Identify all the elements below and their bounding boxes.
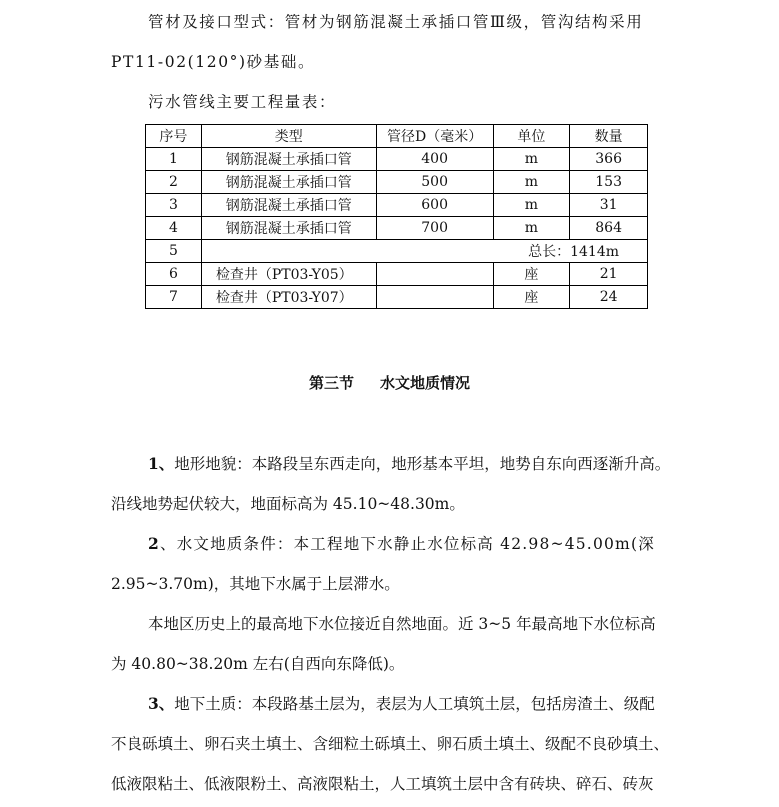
table-row (146, 217, 648, 240)
section-title: 水文地质情况 (380, 374, 471, 392)
paragraph-2-line-1: 2、水文地质条件：本工程地下水静止水位标高 42.98~45.00m(深 (148, 534, 655, 553)
cell-no: 3 (146, 194, 202, 217)
cell-no: 1 (146, 148, 202, 171)
table-total-row (146, 240, 648, 263)
cell-diameter: 600 (376, 194, 493, 217)
paragraph-4-line-3: 低液限粘土、低液限粉土、高液限粘土，人工填筑土层中含有砖块、碎石、砖灰 (111, 775, 654, 793)
cell-unit: m (493, 217, 570, 240)
cell-quantity: 153 (570, 171, 648, 194)
cell-no: 7 (146, 286, 202, 309)
table-row (146, 148, 648, 171)
cell-diameter: 700 (376, 217, 493, 240)
section-heading (0, 372, 779, 393)
paragraph-3-line-1: 本地区历史上的最高地下水位接近自然地面。近 3~5 年最高地下水位标高 (148, 615, 656, 633)
cell-unit: m (493, 148, 570, 171)
intro-line-2: PT11-02(120°)砂基础。 (111, 53, 316, 71)
cell-diameter: 400 (376, 148, 493, 171)
cell-quantity: 24 (570, 286, 648, 309)
table-row (146, 263, 648, 286)
table-header-row (146, 125, 648, 148)
cell-type: 钢筋混凝土承插口管 (201, 217, 376, 240)
body-text (111, 444, 671, 804)
cell-quantity: 31 (570, 194, 648, 217)
cell-unit: m (493, 171, 570, 194)
cell-unit: m (493, 194, 570, 217)
cell-type: 检查井（PT03-Y07） (201, 286, 376, 309)
paragraph-1-number: 1、 (148, 454, 175, 473)
cell-type: 钢筋混凝土承插口管 (201, 171, 376, 194)
cell-quantity: 21 (570, 263, 648, 286)
section-number: 第三节 (308, 374, 354, 392)
paragraph-4-line-2: 不良砾填土、卵石夹土填土、含细粒土砾填土、卵石质土填土、级配不良砂填土、 (111, 735, 670, 753)
cell-type: 钢筋混凝土承插口管 (201, 194, 376, 217)
table-row (146, 194, 648, 217)
paragraph-4-number: 3、 (148, 694, 175, 713)
paragraph-1-line-1: 1、地形地貌：本路段呈东西走向，地形基本平坦，地势自东向西逐渐升高。 (148, 454, 671, 473)
cell-type: 钢筋混凝土承插口管 (201, 148, 376, 171)
cell-diameter: 500 (376, 171, 493, 194)
header-no: 序号 (146, 125, 202, 148)
paragraph-2-number: 2 (148, 534, 160, 553)
header-diameter: 管径D（毫米） (376, 125, 493, 148)
quantities-table (145, 124, 648, 309)
cell-quantity: 864 (570, 217, 648, 240)
cell-no: 6 (146, 263, 202, 286)
header-unit: 单位 (493, 125, 570, 148)
header-quantity: 数量 (570, 125, 648, 148)
cell-diameter (376, 263, 493, 286)
cell-unit: 座 (493, 286, 570, 309)
cell-no: 2 (146, 171, 202, 194)
cell-no: 4 (146, 217, 202, 240)
intro-paragraph (111, 2, 667, 122)
table-row (146, 286, 648, 309)
paragraph-4-line-1: 3、地下土质：本段路基土层为，表层为人工填筑土层，包括房渣土、级配 (148, 694, 655, 713)
cell-quantity: 366 (570, 148, 648, 171)
table-row (146, 171, 648, 194)
cell-no: 5 (146, 240, 202, 263)
header-type: 类型 (201, 125, 376, 148)
paragraph-1-line-2: 沿线地势起伏较大，地面标高为 45.10~48.30m。 (111, 495, 465, 513)
cell-type: 检查井（PT03-Y05） (201, 263, 376, 286)
paragraph-3-line-2: 为 40.80~38.20m 左右(自西向东降低)。 (111, 655, 405, 673)
cell-diameter (376, 286, 493, 309)
paragraph-2-line-2: 2.95~3.70m)，其地下水属于上层滞水。 (111, 575, 400, 593)
cell-total-length: 总长：1414m (201, 240, 647, 263)
intro-line-1: 管材及接口型式：管材为钢筋混凝土承插口管Ⅲ级，管沟结构采用 (148, 13, 644, 31)
table-caption: 污水管线主要工程量表： (148, 93, 337, 111)
cell-unit: 座 (493, 263, 570, 286)
